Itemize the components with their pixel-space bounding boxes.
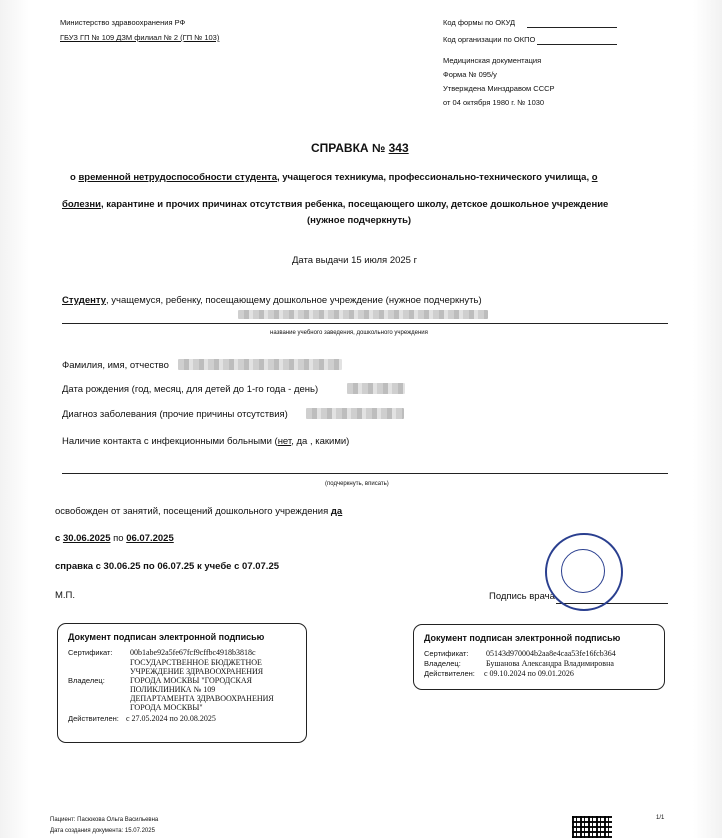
footer-patient: Пациент: Пасюкова Ольга Васильевна bbox=[50, 817, 159, 823]
page-title: СПРАВКА № 343 bbox=[311, 141, 409, 155]
validity-left: с 27.05.2024 по 20.08.2025 bbox=[126, 714, 216, 723]
doc-type-label: Медицинская документация bbox=[443, 56, 542, 65]
okpo-label: Код организации по ОКПО bbox=[443, 35, 536, 44]
okud-label: Код формы по ОКУД bbox=[443, 18, 516, 27]
purpose-line-1: о временной нетрудоспособности студента, учащегося техникума, профессионально-технического училища, о bbox=[70, 172, 598, 183]
okpo-line bbox=[537, 44, 617, 45]
issue-date: Дата выдачи 15 июля 2025 г bbox=[292, 255, 418, 266]
release-line: освобожден от занятий, посещений дошкольного учреждения да bbox=[55, 506, 343, 517]
school-caption: название учебного заведения, дошкольного учреждения bbox=[270, 330, 428, 336]
recipient-line: Студенту, учащемуся, ребенку, посещающему дошкольное учреждение (нужное подчеркнуть) bbox=[62, 295, 482, 306]
e-signature-box-left: Документ подписан электронной подписью Сертификат: 00b1abe92a5fe67fcf9cffbc4918b3818c Владелец: ГОСУДАРСТВЕННОЕ БЮДЖЕТНОЕ УЧРЕЖДЕНИЕ ЗДРАВООХРАНЕНИЯ ГОРОДА МОСКВЫ "ГОРОДСКАЯ ПОЛИКЛИНИКА № 109 ДЕПАРТАМЕНТА ЗДРАВООХРАНЕНИЯ ГОРОДА МОСКВЫ" Действителен: с 27.05.2024 по 20.08.2025 bbox=[57, 623, 307, 743]
diagnosis-redacted bbox=[306, 408, 404, 419]
school-line bbox=[62, 323, 668, 324]
school-name-redacted bbox=[238, 310, 488, 319]
institution-label: ГБУЗ ГП № 109 ДЗМ филиал № 2 (ГП № 103) bbox=[60, 33, 220, 42]
name-redacted bbox=[178, 359, 342, 370]
name-label: Фамилия, имя, отчество bbox=[62, 360, 169, 371]
page-number: 1/1 bbox=[656, 815, 665, 821]
contact-line-rule bbox=[62, 473, 668, 474]
release-note: справка с 30.06.25 по 06.07.25 к учебе с 07.07.25 bbox=[55, 561, 280, 572]
approved-date-label: от 04 октября 1980 г. № 1030 bbox=[443, 98, 545, 107]
footer-created: Дата создания документа: 15.07.2025 bbox=[50, 828, 155, 834]
release-period: с 30.06.2025 по 06.07.2025 bbox=[55, 533, 174, 544]
purpose-note: (нужное подчеркнуть) bbox=[307, 215, 412, 226]
contact-caption: (подчеркнуть, вписать) bbox=[325, 481, 389, 487]
certificate-number: 343 bbox=[388, 141, 409, 155]
diagnosis-label: Диагноз заболевания (прочие причины отсутствия) bbox=[62, 409, 288, 420]
owner-left: ГОСУДАРСТВЕННОЕ БЮДЖЕТНОЕ УЧРЕЖДЕНИЕ ЗДРАВООХРАНЕНИЯ ГОРОДА МОСКВЫ "ГОРОДСКАЯ ПОЛИКЛИНИКА № 109 ДЕПАРТАМЕНТА ЗДРАВООХРАНЕНИЯ ГОРОДА МОСКВЫ" bbox=[130, 658, 274, 712]
certificate-serial-left: 00b1abe92a5fe67fcf9cffbc4918b3818c bbox=[130, 648, 256, 657]
birth-label: Дата рождения (год, месяц, для детей до 1-го года - день) bbox=[62, 384, 319, 395]
mp-label: М.П. bbox=[55, 590, 76, 601]
owner-right: Бушанова Александра Владимировна bbox=[486, 659, 614, 668]
doctor-signature-label: Подпись врача bbox=[489, 591, 555, 602]
certificate-serial-right: 05143d970004b2aa8e4caa53fe16fcb364 bbox=[486, 649, 616, 658]
form-label: Форма № 095/у bbox=[443, 70, 497, 79]
contact-line: Наличие контакта с инфекционными больными (нет, да , какими) bbox=[62, 436, 350, 447]
ministry-label: Министерство здравоохранения РФ bbox=[60, 18, 186, 27]
doctor-stamp bbox=[545, 533, 623, 611]
validity-right: с 09.10.2024 по 09.01.2026 bbox=[484, 669, 574, 678]
e-signature-heading-right: Документ подписан электронной подписью bbox=[424, 633, 621, 643]
okud-line bbox=[527, 27, 617, 28]
e-signature-heading-left: Документ подписан электронной подписью bbox=[68, 632, 265, 642]
purpose-line-2: болезни, карантине и прочих причинах отсутствия ребенка, посещающего школу, детское дошкольное учреждение bbox=[62, 199, 609, 210]
e-signature-box-right: Документ подписан электронной подписью Сертификат: 05143d970004b2aa8e4caa53fe16fcb364 Владелец: Бушанова Александра Владимировна Действителен: с 09.10.2024 по 09.01.2026 bbox=[413, 624, 665, 690]
birth-redacted bbox=[347, 383, 405, 394]
qr-code-icon bbox=[572, 816, 612, 838]
approved-label: Утверждена Минздравом СССР bbox=[443, 84, 555, 93]
